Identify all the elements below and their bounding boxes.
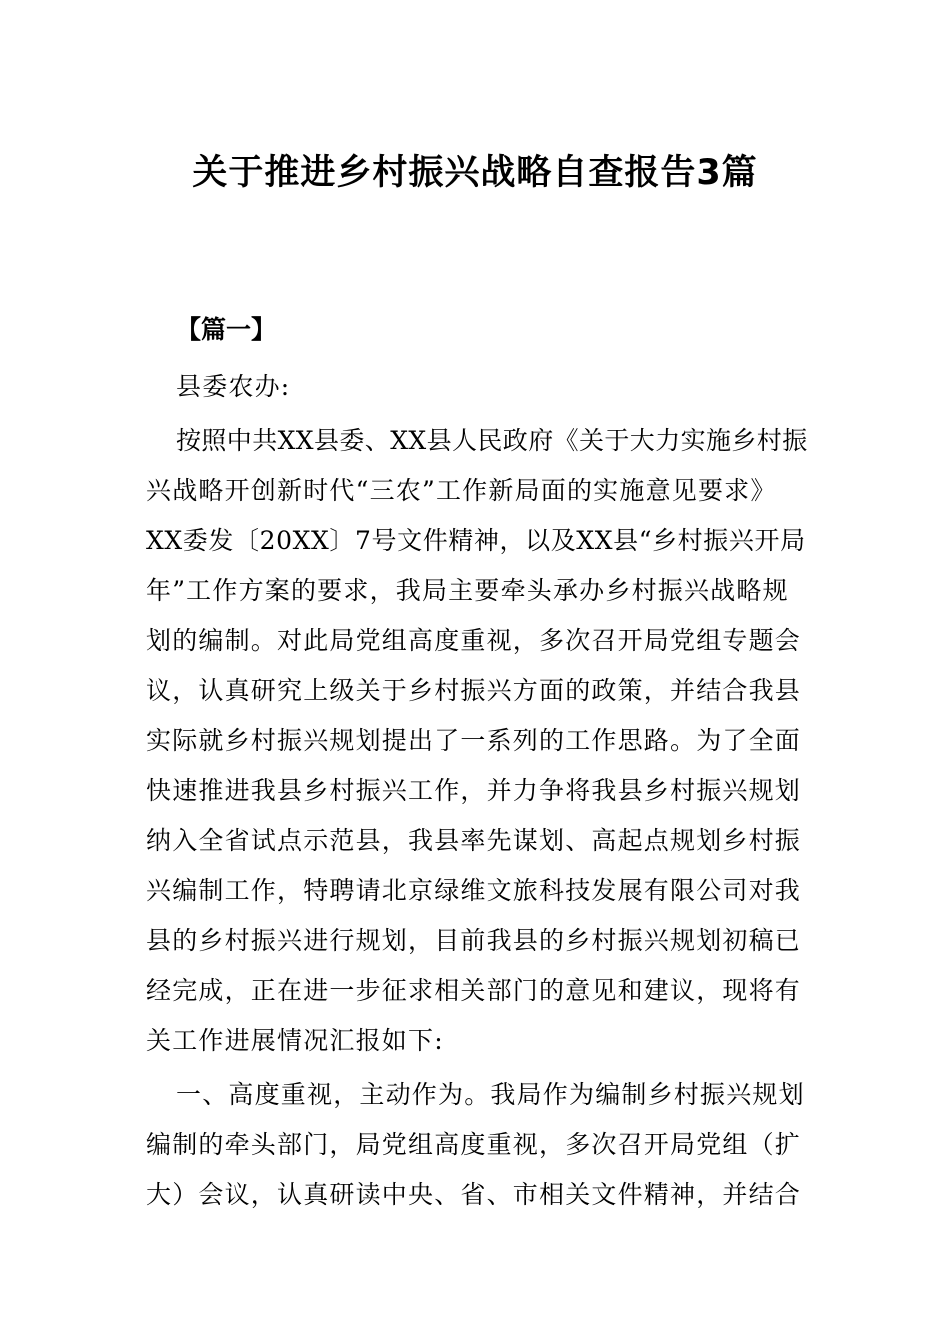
paragraph-line: 关工作进展情况汇报如下:	[146, 1026, 444, 1055]
paragraph-line: 县的乡村振兴进行规划，目前我县的乡村振兴规划初稿已	[146, 926, 802, 955]
paragraph-line: 兴编制工作，特聘请北京绿维文旅科技发展有限公司对我	[146, 876, 802, 905]
paragraph-line: 大）会议，认真研读中央、省、市相关文件精神，并结合	[146, 1180, 802, 1209]
section-heading: 【篇一】	[176, 315, 277, 344]
paragraph-line: XX委发〔20XX〕7号文件精神，以及XX县“乡村振兴开局	[146, 526, 806, 555]
paragraph-line: 年”工作方案的要求，我局主要牵头承办乡村振兴战略规	[146, 576, 789, 605]
paragraph-line: 快速推进我县乡村振兴工作，并力争将我县乡村振兴规划	[146, 776, 802, 805]
paragraph-line: 实际就乡村振兴规划提出了一系列的工作思路。为了全面	[146, 726, 802, 755]
paragraph-line: 编制的牵头部门，局党组高度重视，多次召开局党组（扩	[146, 1130, 802, 1159]
paragraph-line: 兴战略开创新时代“三农”工作新局面的实施意见要求》	[146, 476, 777, 505]
document-title: 关于推进乡村振兴战略自查报告3篇	[192, 153, 758, 193]
paragraph-line: 议，认真研究上级关于乡村振兴方面的政策，并结合我县	[146, 676, 802, 705]
salutation: 县委农办:	[176, 372, 291, 401]
paragraph-line: 纳入全省试点示范县，我县率先谋划、高起点规划乡村振	[146, 826, 802, 855]
paragraph-line: 一、高度重视，主动作为。我局作为编制乡村振兴规划	[176, 1080, 805, 1109]
paragraph-line: 划的编制。对此局党组高度重视，多次召开局党组专题会	[146, 626, 802, 655]
paragraph-line: 按照中共XX县委、XX县人民政府《关于大力实施乡村振	[176, 426, 808, 455]
paragraph-line: 经完成，正在进一步征求相关部门的意见和建议，现将有	[146, 976, 802, 1005]
